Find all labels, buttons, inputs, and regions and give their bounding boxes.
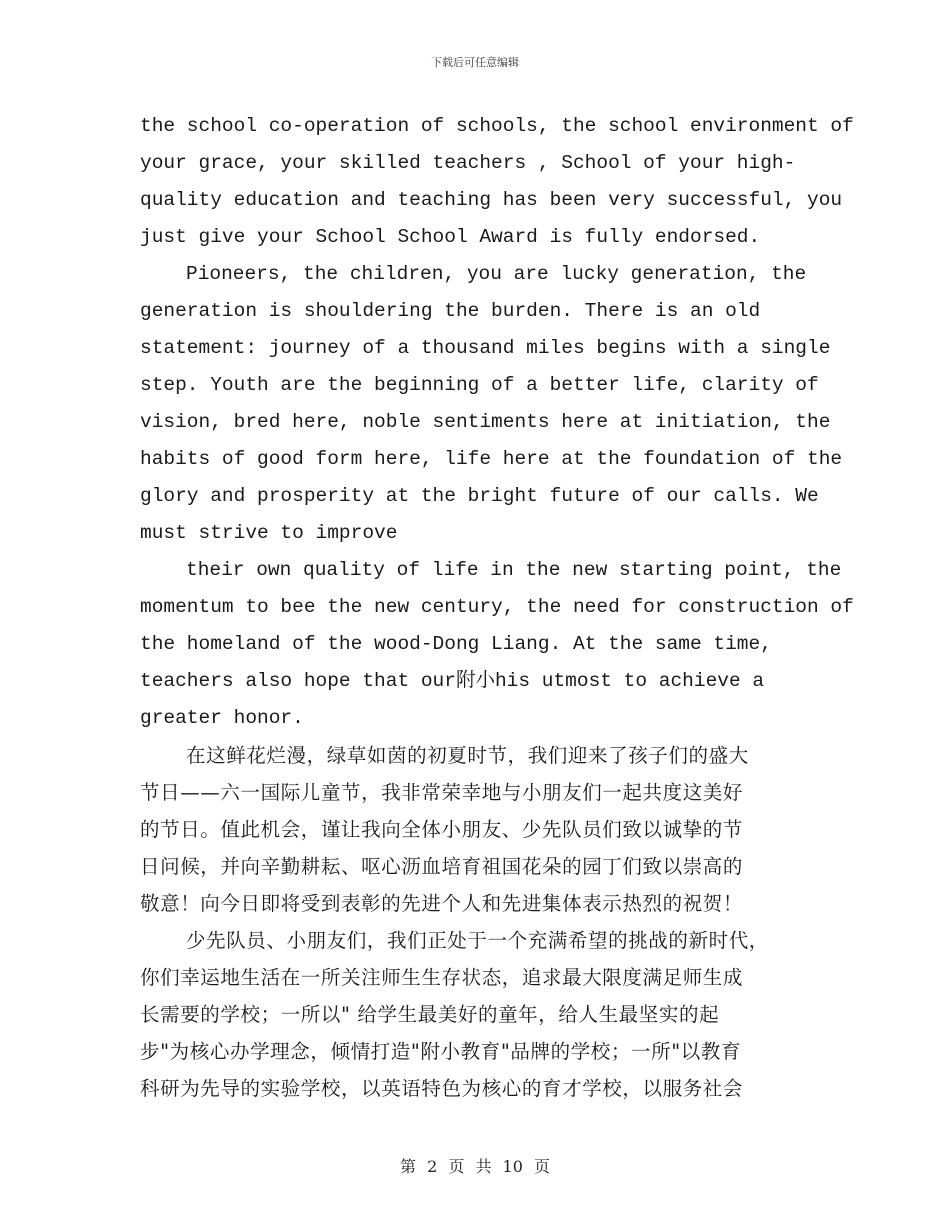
text-line-27: 科研为先导的实验学校，以英语特色为核心的育才学校，以服务社会 (140, 1077, 744, 1100)
text-line-20: 的节日。值此机会，谨让我向全体小朋友、少先队员们致以诚挚的节 (140, 818, 744, 841)
page-number-footer: 第 2 页 共 10 页 (400, 1157, 550, 1176)
text-line-11: glory and prosperity at the bright future of our calls. We (140, 485, 819, 507)
text-line-8: step. Youth are the beginning of a better life, clarity of (140, 374, 819, 396)
text-line-26: 步"为核心办学理念，倾情打造"附小教育"品牌的学校；一所"以教育 (140, 1040, 742, 1063)
text-line-19: 节日——六一国际儿童节，我非常荣幸地与小朋友们一起共度这美好 (140, 781, 744, 804)
text-line-22: 敬意！向今日即将受到表彰的先进个人和先进集体表示热烈的祝贺！ (140, 892, 744, 915)
text-line-6: generation is shouldering the burden. There is an old (140, 300, 761, 322)
text-line-23: 少先队员、小朋友们，我们正处于一个充满希望的挑战的新时代， (186, 929, 769, 952)
text-line-1: the school co-operation of schools, the school environment of (140, 115, 854, 137)
text-line-14: momentum to bee the new century, the need for construction of (140, 596, 854, 618)
page-header-note: 下载后可任意编辑 (431, 56, 519, 69)
text-line-13: their own quality of life in the new starting point, the (186, 559, 842, 581)
text-line-9: vision, bred here, noble sentiments here at initiation, the (140, 411, 831, 433)
text-line-25: 长需要的学校；一所以" 给学生最美好的童年，给人生最坚实的起 (140, 1003, 720, 1026)
text-line-15: the homeland of the wood-Dong Liang. At the same time, (140, 633, 772, 655)
text-line-3: quality education and teaching has been very successful, you (140, 189, 843, 211)
text-line-21: 日问候，并向辛勤耕耘、呕心沥血培育祖国花朵的园丁们致以崇高的 (140, 855, 744, 878)
text-line-7: statement: journey of a thousand miles begins with a single (140, 337, 831, 359)
text-line-16: teachers also hope that our附小his utmost to achieve a (140, 670, 765, 692)
text-line-18: 在这鲜花烂漫，绿草如茵的初夏时节，我们迎来了孩子们的盛大 (186, 744, 749, 767)
document-body (140, 108, 854, 1107)
text-line-5: Pioneers, the children, you are lucky generation, the (186, 263, 807, 285)
text-line-24: 你们幸运地生活在一所关注师生生存状态，追求最大限度满足师生成 (140, 966, 744, 989)
text-line-12: must strive to improve (140, 522, 398, 544)
text-line-17: greater honor. (140, 707, 304, 729)
text-line-10: habits of good form here, life here at the foundation of the (140, 448, 843, 470)
text-line-4: just give your School School Award is fully endorsed. (140, 226, 761, 248)
text-line-2: your grace, your skilled teachers , School of your high- (140, 152, 796, 174)
